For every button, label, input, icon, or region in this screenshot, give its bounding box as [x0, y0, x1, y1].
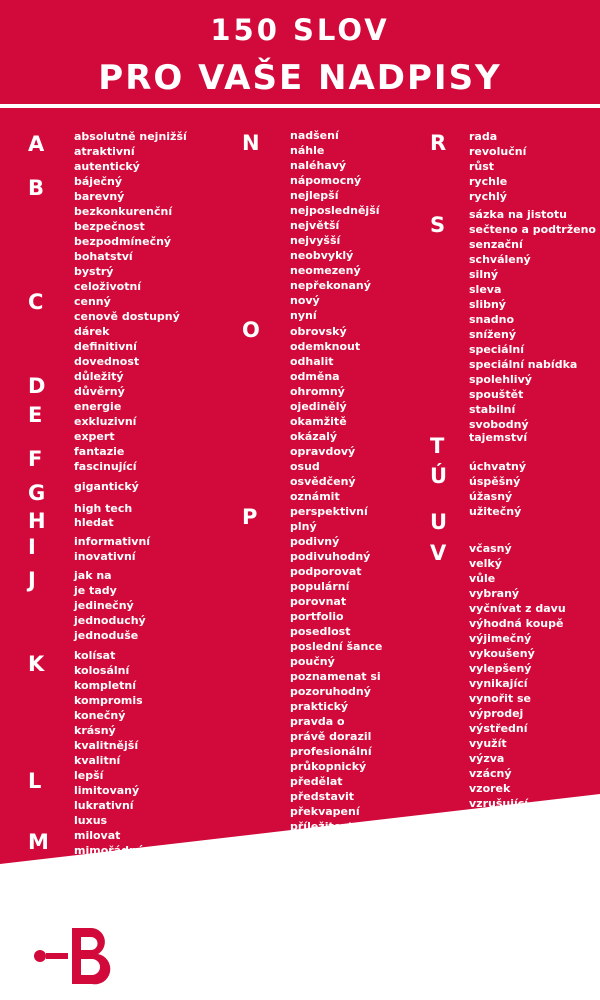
word-item: nejvyšší: [290, 234, 341, 247]
section-letter: F: [28, 447, 43, 471]
word-item: ojedinělý: [290, 400, 347, 413]
word-item: nejlepší: [290, 189, 339, 202]
word-item: zvláštní: [469, 962, 518, 975]
word-item: nyní: [290, 309, 317, 322]
word-item: vykoušený: [469, 647, 535, 660]
word-item: atraktivní: [74, 145, 135, 158]
section-letter: R: [430, 131, 447, 155]
word-item: podporovat: [290, 565, 362, 578]
word-item: lukrativní: [74, 799, 134, 812]
word-item: zdarma: [469, 917, 516, 930]
word-item: populární: [290, 580, 350, 593]
word-item: luxus: [74, 814, 108, 827]
word-item: naléhavý: [290, 159, 347, 172]
word-item: okamžitě: [290, 415, 347, 428]
word-item: mocný: [74, 859, 115, 872]
word-item: zalarmovat: [469, 827, 539, 840]
word-item: báječný: [74, 175, 123, 188]
word-item: informativní: [74, 535, 151, 548]
word-item: kvalitnější: [74, 739, 139, 752]
brand-logo: [28, 922, 128, 992]
word-item: vybraný: [469, 587, 520, 600]
word-item: důvěrný: [74, 385, 125, 398]
word-item: pozoruhodný: [290, 685, 371, 698]
section-letter: C: [28, 290, 44, 314]
word-item: zarážející: [469, 857, 528, 870]
word-item: využít: [469, 737, 507, 750]
word-item: kolosální: [74, 664, 130, 677]
word-item: energie: [74, 400, 122, 413]
word-item: vylepšený: [469, 662, 532, 675]
word-item: schválený: [469, 253, 531, 266]
word-item: nový: [290, 294, 320, 307]
word-item: nápomocný: [290, 174, 362, 187]
word-item: neomezený: [290, 264, 361, 277]
word-item: výstřední: [469, 722, 528, 735]
word-item: bystrý: [74, 265, 114, 278]
word-item: ohromný: [290, 385, 345, 398]
word-item: stabilní: [469, 403, 516, 416]
word-item: spolehlivý: [469, 373, 532, 386]
word-item: velký: [469, 557, 502, 570]
word-item: lepší: [74, 769, 104, 782]
word-item: odemknout: [290, 340, 361, 353]
word-item: svobodný: [469, 418, 529, 431]
word-item: posedlost: [290, 625, 351, 638]
section-letter: S: [430, 213, 446, 237]
word-item: absolutně nejnižší: [74, 130, 187, 143]
section-letter: T: [430, 434, 445, 458]
word-item: senzační: [469, 238, 523, 251]
word-item: včasný: [469, 542, 512, 555]
word-item: osvědčený: [290, 475, 356, 488]
word-item: high tech: [74, 502, 133, 515]
word-item: gigantický: [74, 480, 139, 493]
word-item: podivný: [290, 535, 340, 548]
section-letter: B: [28, 176, 45, 200]
word-item: cenově dostupný: [74, 310, 180, 323]
word-item: sečteno a podtrženo: [469, 223, 596, 236]
word-item: sleva: [469, 283, 502, 296]
word-item: sázka na jistotu: [469, 208, 568, 221]
word-item: autentický: [74, 160, 140, 173]
section-letter: L: [28, 769, 42, 793]
word-item: vzorek: [469, 782, 511, 795]
word-item: zajímavý: [469, 812, 524, 825]
title-line-1: 150 SLOV: [210, 13, 390, 47]
word-item: oznámit: [290, 490, 340, 503]
word-item: předělat: [290, 775, 343, 788]
word-item: opravdový: [290, 445, 356, 458]
word-item: fascinující: [74, 460, 137, 473]
word-item: je tady: [74, 584, 117, 597]
word-item: portfolio: [290, 610, 344, 623]
word-item: podivuhodný: [290, 550, 371, 563]
word-item: jedinečný: [74, 599, 134, 612]
word-item: speciální: [469, 343, 524, 356]
word-item: překvapení: [290, 805, 360, 818]
word-item: vynikající: [469, 677, 528, 690]
section-letter: D: [28, 374, 46, 398]
word-item: definitivní: [74, 340, 137, 353]
word-item: jednoduchý: [74, 614, 146, 627]
section-letter: Z: [430, 813, 446, 837]
word-item: bezkonkurenční: [74, 205, 173, 218]
word-item: speciální nabídka: [469, 358, 578, 371]
word-item: poslední šance: [290, 640, 383, 653]
word-item: největší: [290, 219, 340, 232]
section-letter: M: [28, 830, 49, 854]
word-item: rada: [469, 130, 498, 143]
word-item: bohatství: [74, 250, 133, 263]
word-item: vzrušující: [469, 797, 529, 810]
section-letter: I: [28, 535, 36, 559]
word-item: plný: [290, 520, 317, 533]
word-item: výhodná koupě: [469, 617, 564, 630]
section-letter: G: [28, 481, 46, 505]
word-item: konečný: [74, 709, 126, 722]
section-letter: K: [28, 652, 45, 676]
section-letter: V: [430, 541, 447, 565]
word-item: rychle: [469, 175, 508, 188]
section-letter: A: [28, 132, 45, 156]
word-item: hledat: [74, 516, 114, 529]
word-item: přímý: [290, 835, 326, 848]
word-item: úchvatný: [469, 460, 527, 473]
word-item: představit: [290, 790, 355, 803]
word-item: snížený: [469, 328, 517, 341]
word-item: nadšení: [290, 129, 339, 142]
word-item: užitečný: [469, 505, 522, 518]
word-item: dárek: [74, 325, 110, 338]
section-letter: H: [28, 509, 46, 533]
word-item: kompletní: [74, 679, 137, 692]
word-item: exkluzivní: [74, 415, 137, 428]
word-item: výprodej: [469, 707, 524, 720]
word-item: vůle: [469, 572, 496, 585]
word-item: zjednodušeně: [469, 932, 555, 945]
section-letter: P: [242, 505, 258, 529]
word-item: snadno: [469, 313, 515, 326]
word-item: růst: [469, 160, 495, 173]
word-item: cenný: [74, 295, 111, 308]
title-line-2: PRO VAŠE NADPISY: [98, 58, 502, 98]
word-item: osud: [290, 460, 320, 473]
word-item: okázalý: [290, 430, 338, 443]
word-item: vyčnívat z davu: [469, 602, 566, 615]
word-item: bezpodmínečný: [74, 235, 172, 248]
word-item: jak na: [74, 569, 112, 582]
word-item: zaměřit se: [469, 842, 535, 855]
word-item: barevný: [74, 190, 125, 203]
word-item: profesionální: [290, 745, 372, 758]
word-item: porovnat: [290, 595, 347, 608]
word-item: limitovaný: [74, 784, 140, 797]
word-item: právě dorazil: [290, 730, 372, 743]
word-item: zlatý důl: [469, 947, 523, 960]
word-item: pravda o: [290, 715, 345, 728]
word-item: náhle: [290, 144, 325, 157]
word-item: bezpečnost: [74, 220, 145, 233]
word-item: úspěšný: [469, 475, 521, 488]
section-letter: U: [430, 510, 448, 534]
word-item: obrovský: [290, 325, 347, 338]
word-item: neobvyklý: [290, 249, 354, 262]
section-letter: Ú: [430, 464, 448, 488]
word-item: úžasný: [469, 490, 513, 503]
word-item: rychlý: [469, 190, 507, 203]
word-item: vynořit se: [469, 692, 532, 705]
word-item: kolísat: [74, 649, 116, 662]
word-item: zásadní: [469, 887, 517, 900]
section-letter: N: [242, 131, 260, 155]
word-item: průkopnický: [290, 760, 367, 773]
word-item: expert: [74, 430, 115, 443]
word-item: fantazie: [74, 445, 125, 458]
word-item: nepřekonaný: [290, 279, 371, 292]
word-item: jednoduše: [74, 629, 139, 642]
word-item: mimořádný: [74, 844, 144, 857]
word-item: celoživotní: [74, 280, 142, 293]
word-item: zázrak: [469, 902, 510, 915]
word-item: inovativní: [74, 550, 136, 563]
word-item: silný: [469, 268, 499, 281]
word-item: nejposlednější: [290, 204, 380, 217]
word-item: příležitost: [290, 820, 354, 833]
word-item: výjimečný: [469, 632, 532, 645]
word-item: milovat: [74, 829, 121, 842]
word-item: kompromis: [74, 694, 143, 707]
word-item: praktický: [290, 700, 349, 713]
section-letter: E: [28, 403, 43, 427]
word-item: perspektivní: [290, 505, 368, 518]
word-item: dovednost: [74, 355, 140, 368]
word-item: kvalitní: [74, 754, 121, 767]
word-item: krásný: [74, 724, 116, 737]
word-item: vzácný: [469, 767, 512, 780]
section-letter: J: [28, 568, 36, 592]
section-letter: O: [242, 318, 260, 342]
word-item: zaručený: [469, 872, 526, 885]
word-item: odhalit: [290, 355, 334, 368]
word-item: důležitý: [74, 370, 124, 383]
word-item: poznamenat si: [290, 670, 381, 683]
word-item: poučný: [290, 655, 335, 668]
word-item: spouštět: [469, 388, 524, 401]
word-item: odměna: [290, 370, 340, 383]
word-item: revoluční: [469, 145, 527, 158]
word-item: slibný: [469, 298, 506, 311]
word-item: tajemství: [469, 431, 528, 444]
word-item: výzva: [469, 752, 505, 765]
